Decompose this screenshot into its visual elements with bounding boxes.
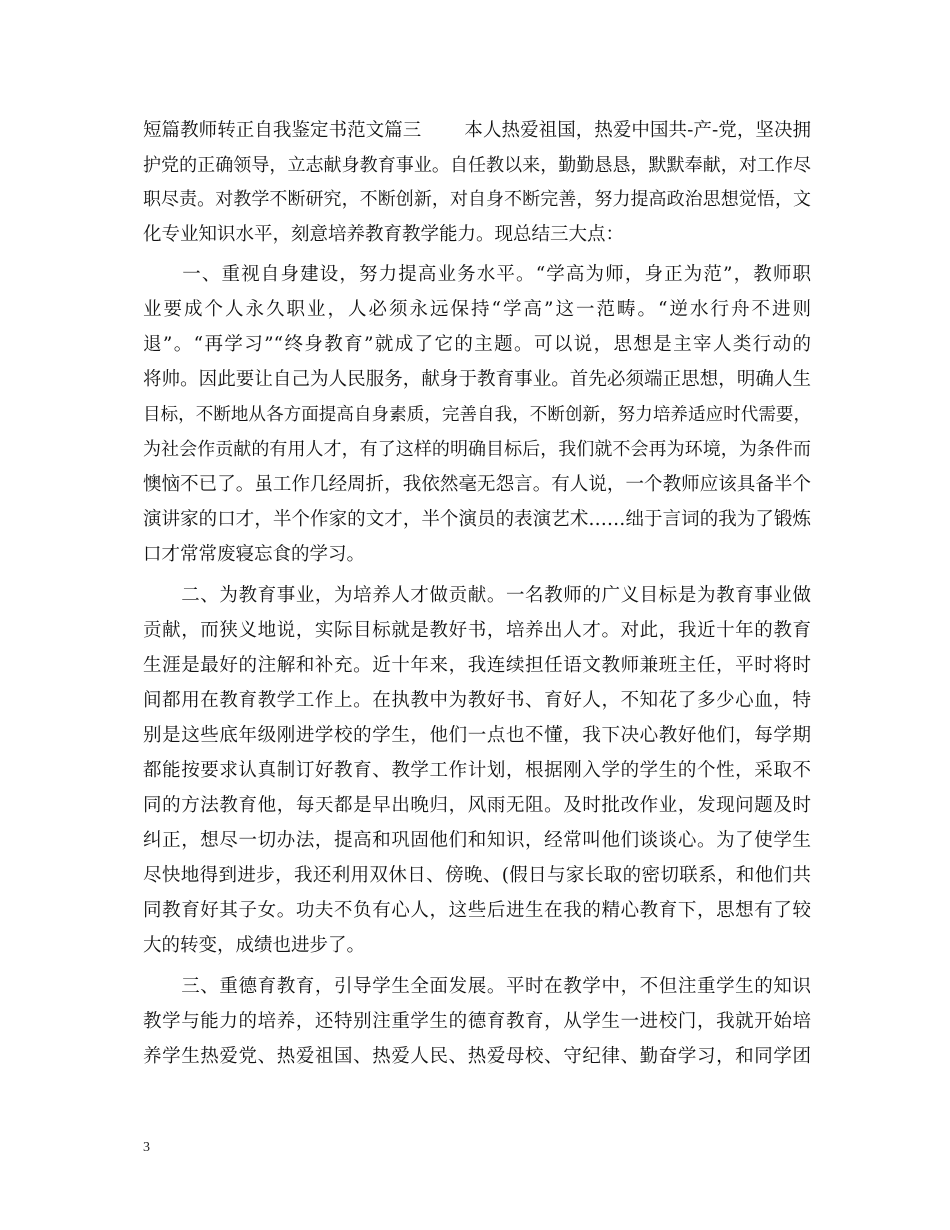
text-line: 尽快地得到进步，我还利用双休日、傍晚、(假日与家长取的密切联系，和他们共 <box>143 865 811 886</box>
text-line: 同教育好其子女。功夫不负有心人，这些后进生在我的精心教育下，思想有了较 <box>143 900 811 921</box>
text-line: 目标，不断地从各方面提高自身素质，完善自我，不断创新，努力培养适应时代需要， <box>143 405 811 425</box>
text-line: 业要成个人永久职业，人必须永远保持“学高”这一范畴。“逆水行舟不进则 <box>143 299 811 320</box>
text-line: 护党的正确领导，立志献身教育事业。自任教以来，勤勤恳恳，默默奉献，对工作尽 <box>143 155 811 176</box>
text-line: 化专业知识水平，刻意培养教育教学能力。现总结三大点： <box>143 224 625 245</box>
text-line: 短篇教师转正自我鉴定书范文篇三 本人热爱祖国，热爱中国共-产-党，坚决拥 <box>143 120 811 141</box>
text-line: 别是这些底年级刚进学校的学生，他们一点也不懂，我下决心教好他们，每学期 <box>143 725 811 746</box>
text-line: 二、为教育事业，为培养人才做贡献。一名教师的广义目标是为教育事业做 <box>143 585 811 606</box>
text-line: 大的转变，成绩也进步了。 <box>143 935 366 956</box>
text-line: 退”。“再学习”“终身教育”就成了它的主题。可以说，思想是主宰人类行动的 <box>143 334 811 355</box>
text-line: 间都用在教育教学工作上。在执教中为教好书、育好人，不知花了多少心血，特 <box>143 690 811 711</box>
text-line: 同的方法教育他，每天都是早出晚归，风雨无阻。及时批改作业，发现问题及时 <box>143 795 811 816</box>
text-line: 教学与能力的培养，还特别注重学生的德育教育，从学生一进校门，我就开始培 <box>143 1011 811 1032</box>
text-line: 口才常常废寝忘食的学习。 <box>143 544 366 565</box>
text-line: 懊恼不已了。虽工作几经周折，我依然毫无怨言。有人说，一个教师应该具备半个 <box>143 474 811 495</box>
text-line: 三、重德育教育，引导学生全面发展。平时在教学中，不但注重学生的知识 <box>143 976 811 997</box>
text-line: 生涯是最好的注解和补充。近十年来，我连续担任语文教师兼班主任，平时将时 <box>143 655 811 676</box>
text-line: 将帅。因此要让自己为人民服务，献身于教育事业。首先必须端正思想，明确人生 <box>143 369 811 390</box>
text-line: 贡献，而狭义地说，实际目标就是教好书，培养出人才。对此，我近十年的教育 <box>143 620 811 641</box>
text-line: 纠正，想尽一切办法，提高和巩固他们和知识，经常叫他们谈谈心。为了使学生 <box>143 830 811 851</box>
text-line: 养学生热爱党、热爱祖国、热爱人民、热爱母校、守纪律、勤奋学习，和同学团 <box>143 1046 811 1067</box>
text-line: 为社会作贡献的有用人才，有了这样的明确目标后，我们就不会再为环境，为条件而 <box>143 439 811 460</box>
text-line: 职尽责。对教学不断研究，不断创新，对自身不断完善，努力提高政治思想觉悟，文 <box>143 189 811 210</box>
page-number: 3 <box>143 1140 150 1155</box>
text-line: 演讲家的口才，半个作家的文才，半个演员的表演艺术……绌于言词的我为了锻炼 <box>143 509 811 530</box>
text-line: 都能按要求认真制订好教育、教学工作计划，根据刚入学的学生的个性，采取不 <box>143 760 811 781</box>
text-line: 一、重视自身建设，努力提高业务水平。“学高为师，身正为范”，教师职 <box>143 264 811 285</box>
